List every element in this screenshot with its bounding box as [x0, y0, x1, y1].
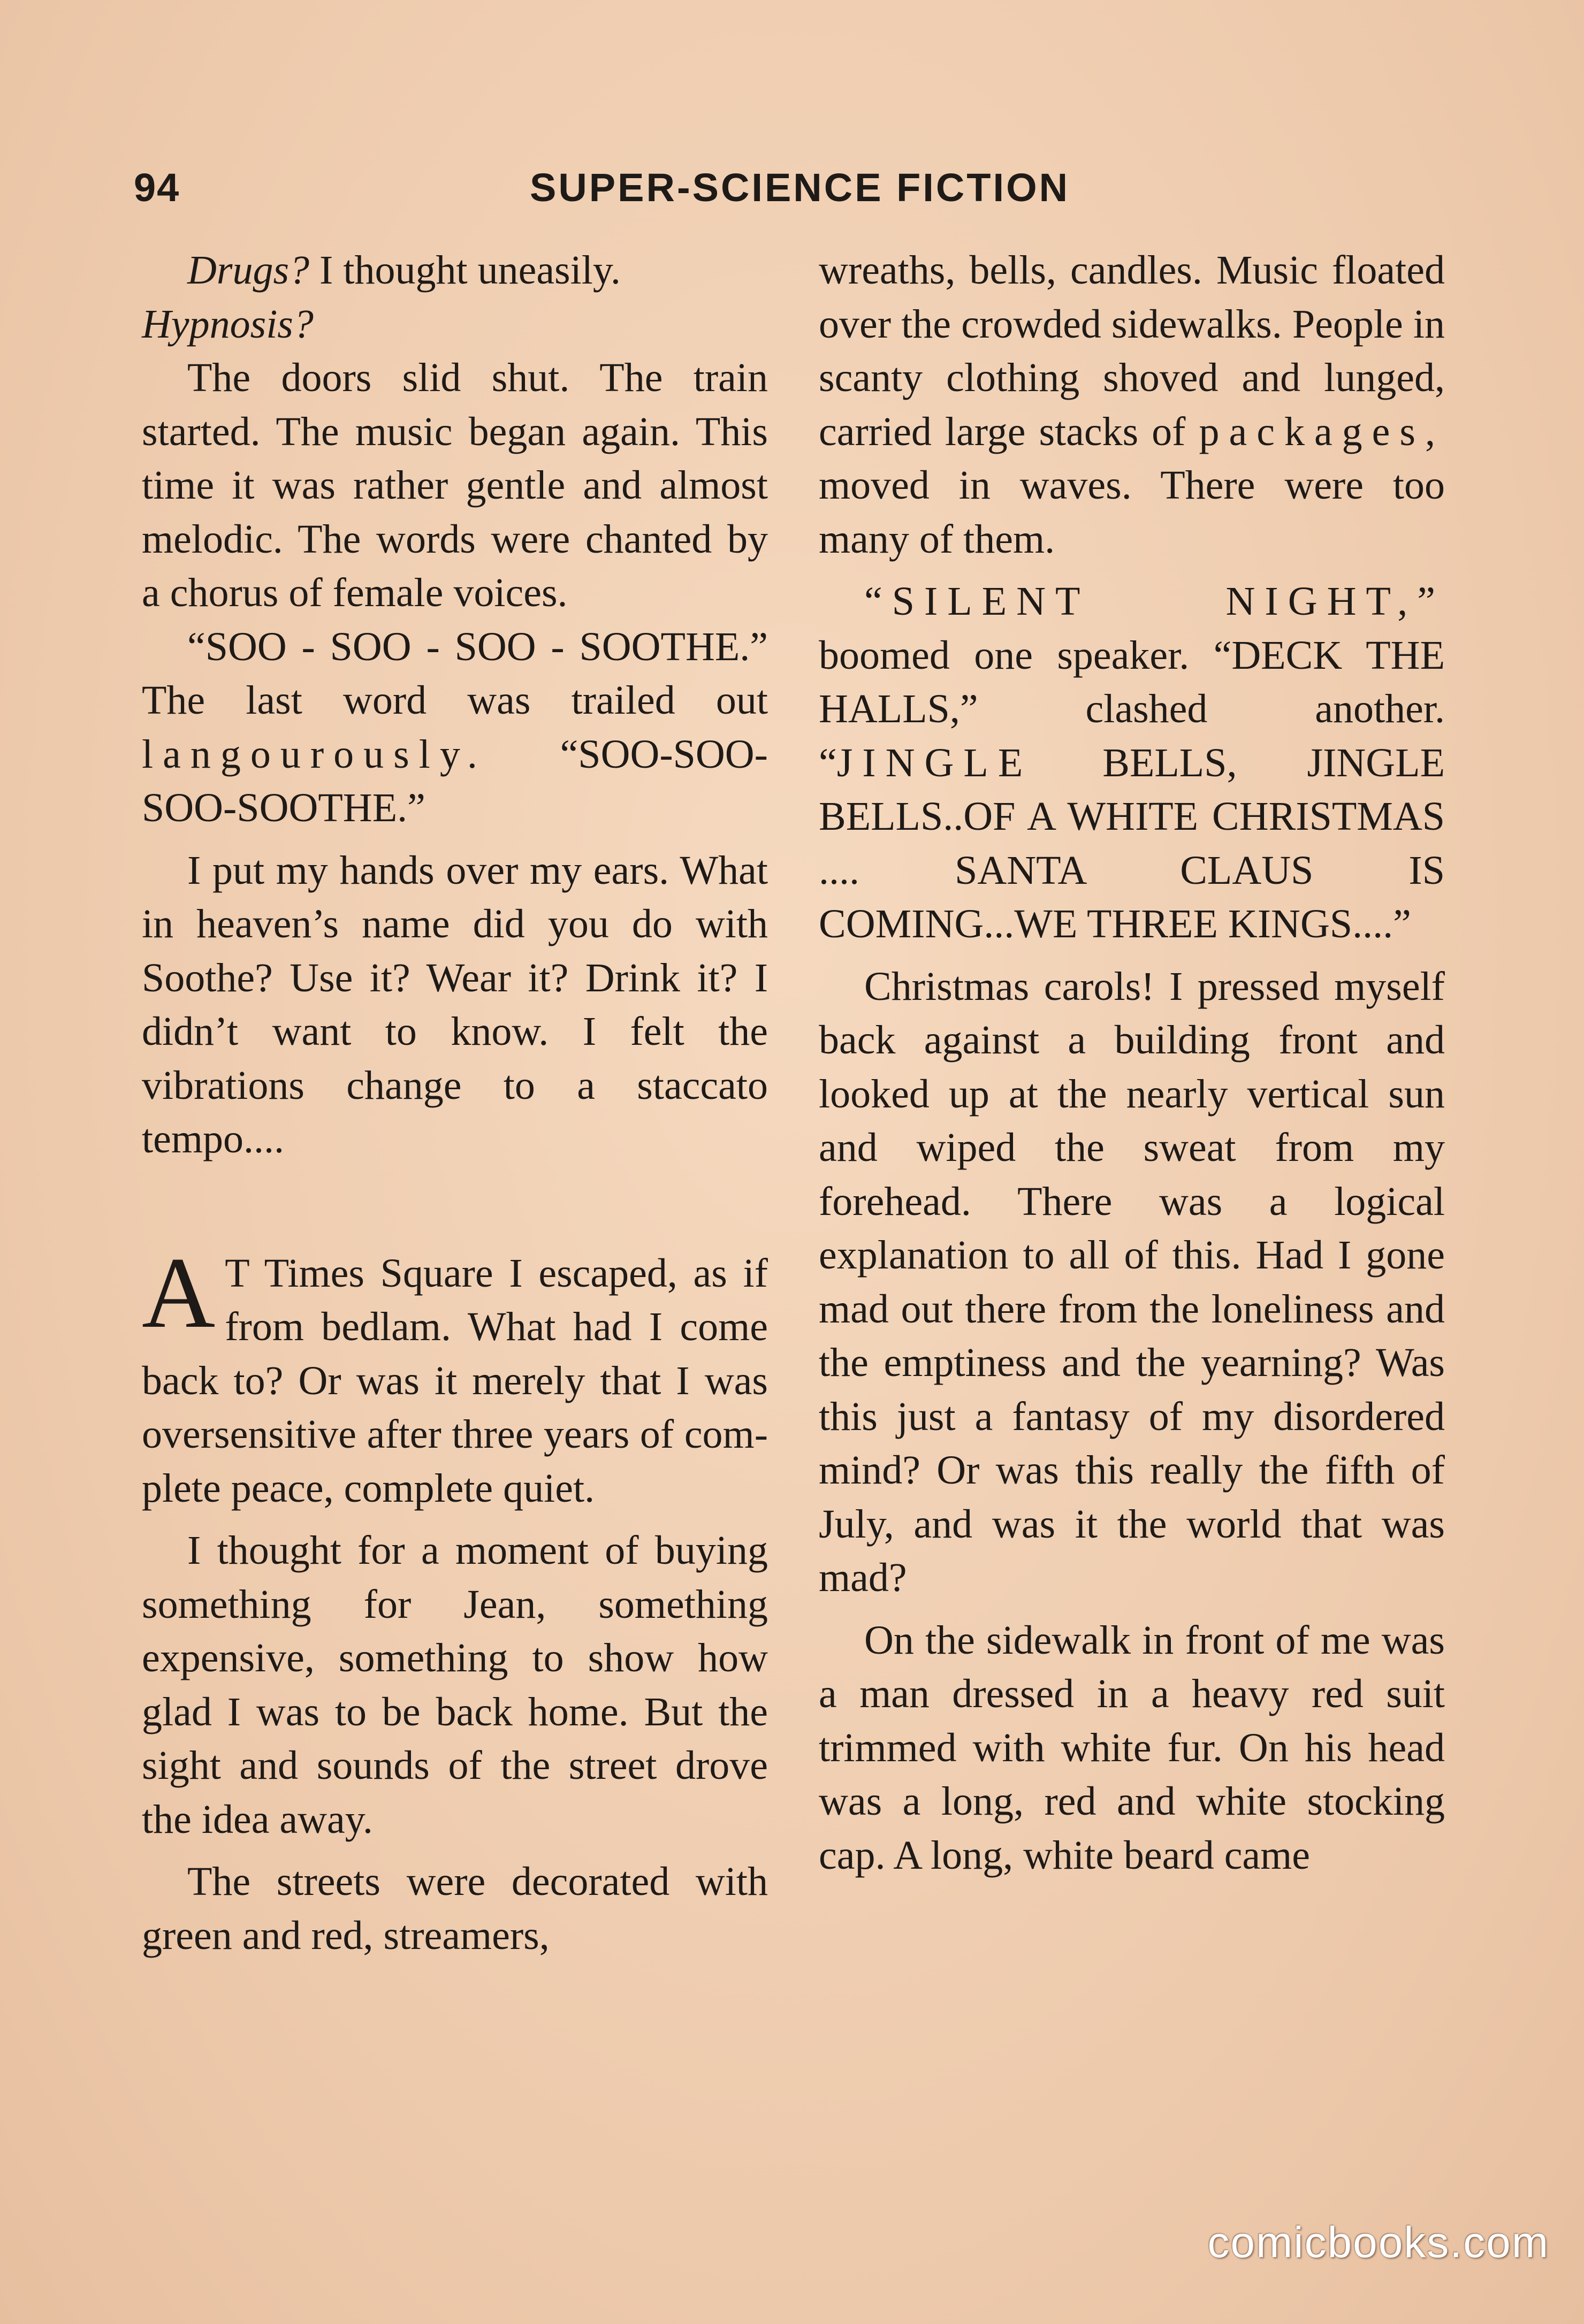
text: BELLS, JINGLE BELLS..OF A WHITE CHRISTMAS .... SANTA CLAUS IS COMING...WE THREE KINGS....”: [819, 740, 1445, 946]
text: “SOO - SOO - SOO - SOOTHE.” The last word was trailed out: [142, 624, 768, 723]
paragraph: I thought for a moment of buying something for Jean, something expensive, something to show how glad I was to be back home. But the sight and sounds of the street drove the idea away.: [142, 1528, 768, 1842]
text: I thought uneasily.: [309, 248, 621, 293]
page-number: 94: [134, 165, 180, 210]
watermark-logo: comicbooks.com: [1207, 2218, 1549, 2267]
text: “SOO-SOO-SOO-SOOTHE.”: [142, 731, 768, 830]
text: moved in waves. There were too many of them.: [819, 463, 1445, 562]
italic-text: Drugs?: [187, 248, 310, 293]
right-column: [819, 243, 1445, 1882]
paragraph: The streets were decorated with green and red, streamers,: [142, 1859, 768, 1958]
left-column: [142, 243, 768, 1962]
paragraph: [142, 620, 768, 835]
spaced-text: packages,: [1199, 409, 1445, 454]
paragraph: [142, 243, 768, 351]
text: boomed one speaker. “DECK THE HALLS,” clashed another. “: [819, 632, 1445, 785]
paragraph: [819, 575, 1445, 951]
paragraph: The doors slid shut. The train started. The music began again. This time it was rather gentle and almost melodic. The words were chanted by a chorus of female voices.: [142, 355, 768, 615]
page-header: [134, 165, 1450, 224]
paragraph: Christmas carols! I pressed myself back against a building front and looked up at the nearly vertical sun and wiped the sweat from my forehead. There was a logical explanation to all of this. Had I gone mad out there from the loneliness and the emptiness and the yearning? Was this just a fantasy of my disordered mind? Or was this really the fifth of July, and was it the world that was mad?: [819, 964, 1445, 1600]
section-start-paragraph: [142, 1236, 768, 1516]
text: T Times Square I escaped, as if from bedlam. What had I come back to? Or was it merely that I was oversensitive after three years of complete peace, complete quiet.: [142, 1250, 768, 1511]
spaced-text: langourously.: [142, 731, 487, 777]
paragraph: [819, 243, 1445, 566]
paragraph: I put my hands over my ears. What in heaven’s name did you do with Soothe? Use it? Wear it? Drink it? I didn’t want to know. I felt the vibrations change to a staccato tempo....: [142, 847, 768, 1161]
spaced-text: “SILENT NIGHT,”: [864, 579, 1445, 624]
drop-cap: A: [142, 1236, 216, 1349]
running-title: SUPER-SCIENCE FICTION: [530, 165, 1070, 210]
paragraph: On the sidewalk in front of me was a man dressed in a heavy red suit trimmed with white fur. On his head was a long, red and white stocking cap. A long, white beard came: [819, 1617, 1445, 1878]
italic-text: Hypnosis?: [142, 301, 314, 347]
text: wreaths, bells, candles. Music floated over the crowded sidewalks. People in scanty clothing shoved and lunged, carried large stacks of: [819, 248, 1445, 454]
spaced-text: JINGLE: [836, 740, 1033, 785]
